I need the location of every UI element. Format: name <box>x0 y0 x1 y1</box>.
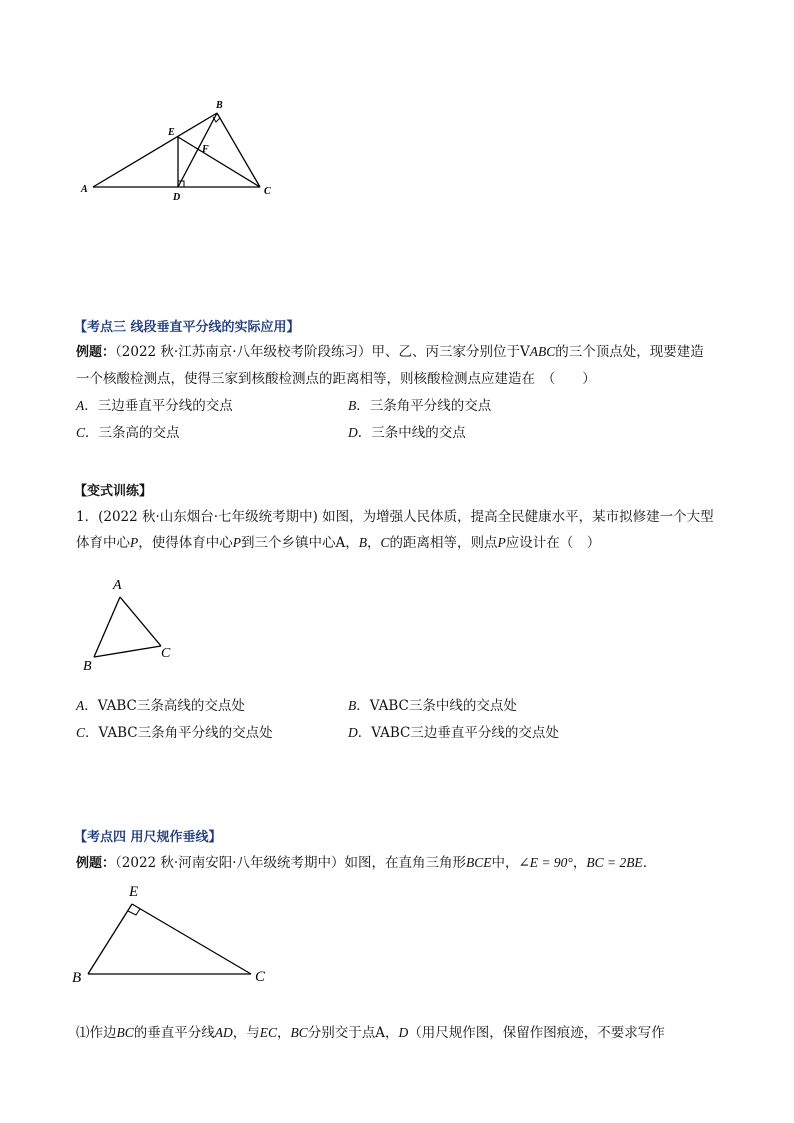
option-letter: B <box>348 698 357 713</box>
segment-bc <box>217 113 260 187</box>
tri-name: BCE <box>466 855 492 870</box>
practice-heading: 【变式训练】 <box>74 484 153 499</box>
separator: ， <box>572 855 587 871</box>
label-a: A <box>81 184 88 195</box>
option-text: ．三条角平分线的交点 <box>356 398 492 414</box>
option-tri: VABC <box>371 725 411 741</box>
segment-be <box>88 904 132 974</box>
q-text: ，与 <box>232 1025 260 1041</box>
right-angle-mark-e <box>128 909 140 915</box>
example-label: 例题： <box>76 345 116 360</box>
q-text: 应设计在（ ） <box>505 535 601 551</box>
point-p: P <box>497 535 506 550</box>
q-text: ⑴作边 <box>76 1025 117 1041</box>
point-d: D <box>398 1025 409 1040</box>
option-letter: C <box>76 725 86 740</box>
q-text: ， <box>277 1025 291 1041</box>
q-text: ， <box>385 1025 399 1041</box>
label-b: B <box>83 659 92 674</box>
segment-ec <box>132 904 251 974</box>
figure-1-svg <box>70 95 290 210</box>
figure-triangle-practice <box>78 572 188 674</box>
segment-ec <box>178 137 260 187</box>
label-d: D <box>173 192 181 203</box>
practice-option-c[interactable]: C．VABC三条角平分线的交点处 <box>76 725 273 741</box>
segment-ac <box>120 597 161 646</box>
option-text: ．三条高的交点 <box>85 425 180 441</box>
label-c: C <box>161 646 171 661</box>
q-text: 到三个乡镇中心 <box>241 535 336 551</box>
length-relation: BC = 2BE <box>586 855 643 870</box>
q-text: 体育中心 <box>76 535 130 551</box>
option-letter: D <box>348 725 358 740</box>
option-text: 三边垂直平分线的交点处 <box>410 725 559 741</box>
label-b: B <box>216 100 223 111</box>
section3-example-line2: 一个核酸检测点，使得三家到核酸检测点的距离相等，则核酸检测点应建造在 （ ） <box>76 371 596 387</box>
label-c: C <box>255 969 266 985</box>
segment-ad: AD <box>214 1025 233 1040</box>
segment-bc <box>94 646 161 657</box>
label-e: E <box>168 127 175 138</box>
section3-option-c[interactable] <box>76 421 180 441</box>
figure-3-svg <box>66 880 286 990</box>
segment-ab <box>94 597 120 657</box>
q-text: 的垂直平分线 <box>133 1025 215 1041</box>
example-label: 例题： <box>76 856 116 871</box>
segment-bc: BC <box>116 1025 134 1040</box>
option-tri: VABC <box>369 698 409 714</box>
section3-option-b[interactable] <box>348 394 491 414</box>
example-text: 中， <box>491 855 519 871</box>
section4-question-1 <box>76 1020 665 1046</box>
segment-bc: BC <box>290 1025 308 1040</box>
figure-triangle-abc-efd <box>70 95 290 210</box>
q-text: ，使得体育中心 <box>138 535 233 551</box>
point-a: A <box>375 1025 386 1041</box>
example-text-2: 的三个顶点处，现要建造 <box>555 344 704 360</box>
option-text: 三条高线的交点处 <box>136 698 245 714</box>
section3-example-line1 <box>76 339 736 366</box>
option-letter: A <box>76 698 85 713</box>
option-text: ．三条中线的交点 <box>357 425 466 441</box>
label-c: C <box>264 186 271 197</box>
point-b: B <box>358 535 367 550</box>
section3-option-a[interactable] <box>76 394 233 414</box>
label-b: B <box>72 970 82 986</box>
practice-q-line2 <box>76 530 736 556</box>
q-text: ， <box>345 535 359 551</box>
period: ． <box>642 855 657 871</box>
q-text: 分别交于点 <box>307 1025 376 1041</box>
example-text: （2022 秋·河南安阳·八年级统考期中）如图，在直角三角形 <box>115 855 466 871</box>
tri-name: ABC <box>529 344 556 359</box>
q-text: 的距离相等，则点 <box>389 535 498 551</box>
option-letter: D <box>348 425 358 440</box>
segment-ec: EC <box>259 1025 278 1040</box>
practice-option-b[interactable]: B．VABC三条中线的交点处 <box>348 698 517 714</box>
q-text: ， <box>367 535 381 551</box>
option-tri: VABC <box>97 698 137 714</box>
option-letter: A <box>76 398 85 413</box>
label-a: A <box>113 578 122 593</box>
point-c: C <box>380 535 390 550</box>
option-letter: C <box>76 425 86 440</box>
option-text: ．三边垂直平分线的交点 <box>84 398 233 414</box>
section3-example <box>76 339 736 392</box>
section-heading-kaodian-3: 【考点三 线段垂直平分线的实际应用】 <box>74 320 300 335</box>
practice-question-1 <box>76 504 736 556</box>
point-a: A <box>335 535 346 551</box>
example-text-1: （2022 秋·江苏南京·八年级校考阶段练习）甲、乙、丙三家分别位于 <box>115 344 520 360</box>
figure-right-triangle-bce <box>66 880 286 990</box>
label-e: E <box>129 884 139 900</box>
option-tri: VABC <box>98 725 138 741</box>
practice-option-d[interactable]: D．VABC三边垂直平分线的交点处 <box>348 725 559 741</box>
point-p: P <box>232 535 241 550</box>
q-text: （用尺规作图，保留作图痕迹，不要求写作 <box>408 1025 665 1041</box>
practice-q-line1: 1．(2022 秋·山东烟台·七年级统考期中) 如图，为增强人民体质，提高全民健康水平，某市拟修建一个大型 <box>76 509 714 525</box>
option-text: 三条角平分线的交点处 <box>137 725 273 741</box>
figure-2-svg <box>78 572 188 674</box>
option-letter: B <box>348 398 357 413</box>
practice-option-a[interactable]: A．VABC三条高线的交点处 <box>76 698 245 714</box>
section3-option-d[interactable] <box>348 421 466 441</box>
point-p: P <box>130 535 139 550</box>
section-heading-kaodian-4: 【考点四 用尺规作垂线】 <box>74 830 222 845</box>
option-text: 三条中线的交点处 <box>408 698 517 714</box>
tri-symbol: V <box>520 344 530 360</box>
section4-example <box>76 850 656 877</box>
label-f: F <box>202 144 209 155</box>
angle-condition: ∠E = 90° <box>518 855 573 870</box>
